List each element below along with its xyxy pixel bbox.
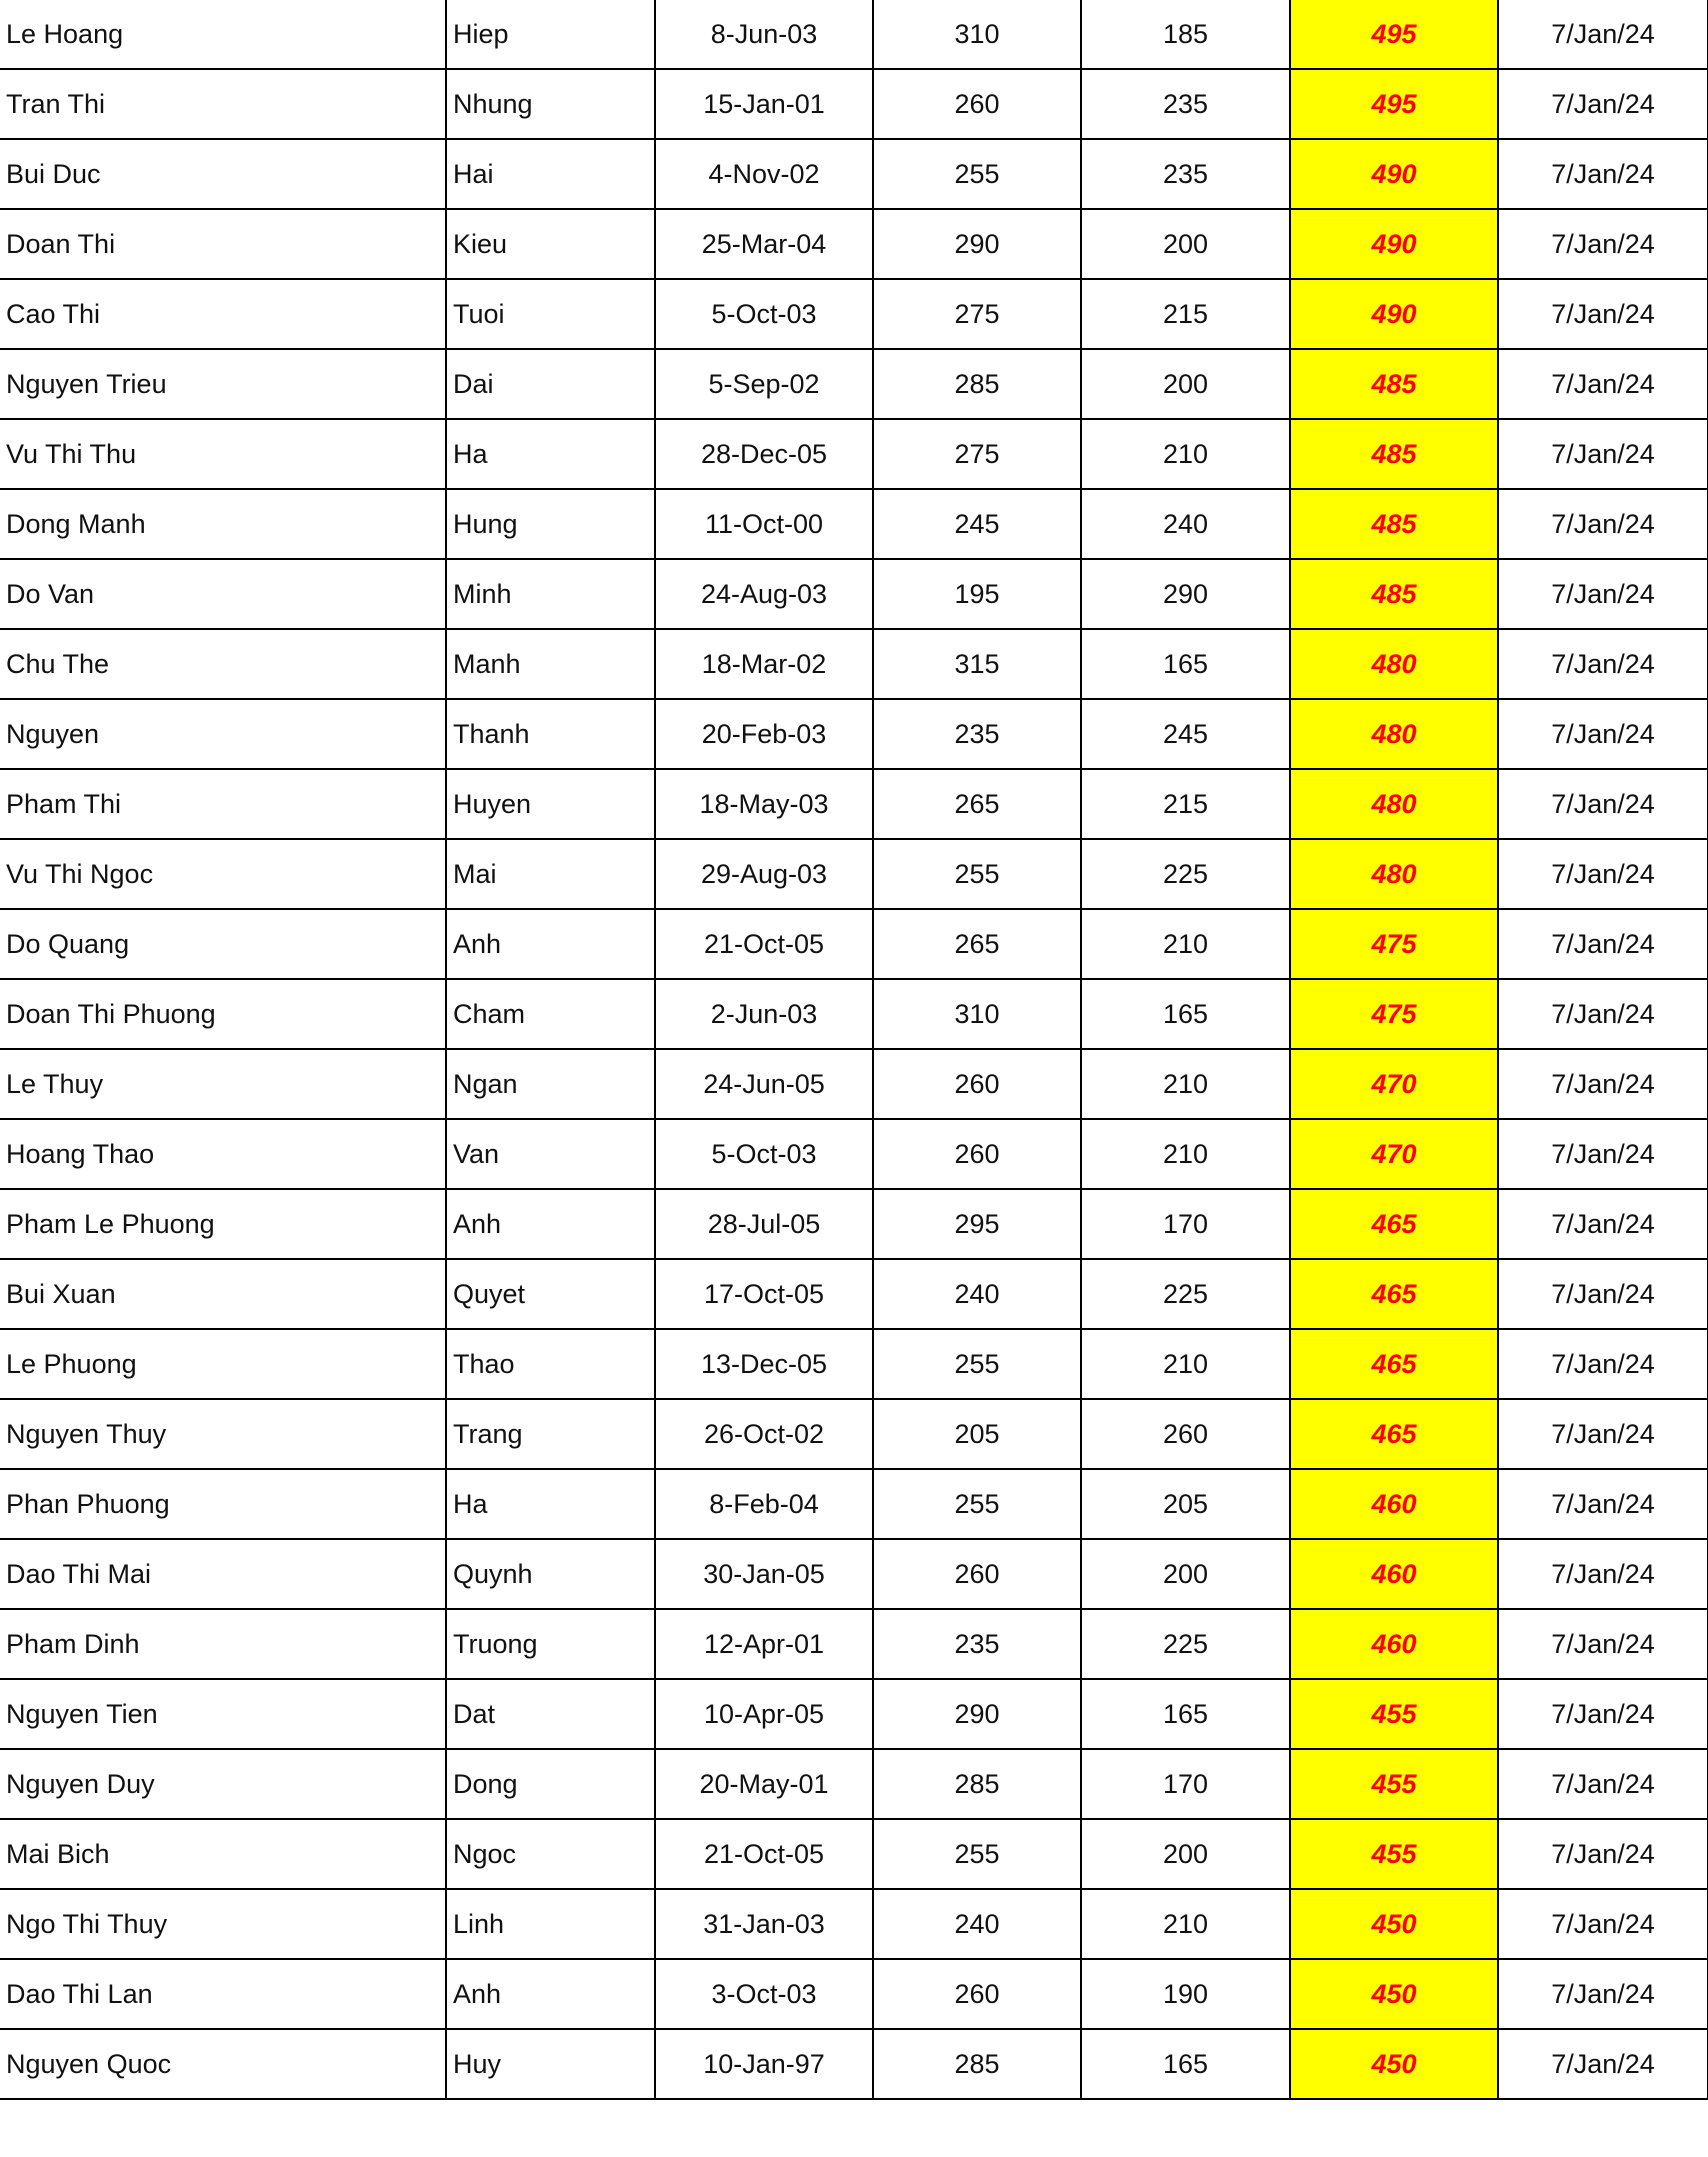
cell-last-name[interactable]: Vu Thi Thu (0, 419, 446, 489)
cell-total-score[interactable]: 480 (1290, 839, 1498, 909)
cell-total-score[interactable]: 465 (1290, 1329, 1498, 1399)
cell-date-of-birth[interactable]: 30-Jan-05 (655, 1539, 873, 1609)
cell-score-2[interactable]: 210 (1081, 1049, 1290, 1119)
table-row (0, 1259, 1708, 1329)
cell-first-name[interactable]: Mai (446, 839, 655, 909)
cell-total-score[interactable]: 485 (1290, 489, 1498, 559)
cell-exam-date[interactable]: 7/Jan/24 (1498, 979, 1708, 1049)
cell-last-name[interactable]: Tran Thi (0, 69, 446, 139)
cell-score-2[interactable]: 165 (1081, 2029, 1290, 2099)
table-row (0, 1609, 1708, 1679)
cell-last-name[interactable]: Nguyen Trieu (0, 349, 446, 419)
cell-exam-date[interactable]: 7/Jan/24 (1498, 1539, 1708, 1609)
cell-exam-date[interactable]: 7/Jan/24 (1498, 1119, 1708, 1189)
table-row (0, 1749, 1708, 1819)
table-row (0, 209, 1708, 279)
cell-score-2[interactable]: 210 (1081, 1329, 1290, 1399)
cell-first-name[interactable]: Anh (446, 909, 655, 979)
table-row (0, 1399, 1708, 1469)
table-row (0, 349, 1708, 419)
cell-score-2[interactable]: 210 (1081, 419, 1290, 489)
cell-score-1[interactable]: 295 (873, 1189, 1081, 1259)
cell-last-name[interactable]: Le Thuy (0, 1049, 446, 1119)
cell-first-name[interactable]: Hung (446, 489, 655, 559)
cell-score-2[interactable]: 165 (1081, 629, 1290, 699)
cell-date-of-birth[interactable]: 4-Nov-02 (655, 139, 873, 209)
cell-exam-date[interactable]: 7/Jan/24 (1498, 1259, 1708, 1329)
cell-first-name[interactable]: Ha (446, 1469, 655, 1539)
table-row (0, 419, 1708, 489)
cell-total-score[interactable]: 490 (1290, 279, 1498, 349)
cell-date-of-birth[interactable]: 20-May-01 (655, 1749, 873, 1819)
cell-first-name[interactable]: Ha (446, 419, 655, 489)
cell-first-name[interactable]: Manh (446, 629, 655, 699)
cell-first-name[interactable]: Quyet (446, 1259, 655, 1329)
table-row (0, 1469, 1708, 1539)
cell-total-score[interactable]: 490 (1290, 209, 1498, 279)
cell-last-name[interactable]: Le Hoang (0, 0, 446, 69)
cell-exam-date[interactable]: 7/Jan/24 (1498, 559, 1708, 629)
cell-exam-date[interactable]: 7/Jan/24 (1498, 1819, 1708, 1889)
cell-score-2[interactable]: 200 (1081, 209, 1290, 279)
cell-date-of-birth[interactable]: 11-Oct-00 (655, 489, 873, 559)
cell-date-of-birth[interactable]: 8-Jun-03 (655, 0, 873, 69)
cell-date-of-birth[interactable]: 5-Sep-02 (655, 349, 873, 419)
cell-score-2[interactable]: 210 (1081, 909, 1290, 979)
cell-total-score[interactable]: 460 (1290, 1469, 1498, 1539)
cell-score-2[interactable]: 215 (1081, 279, 1290, 349)
cell-score-1[interactable]: 310 (873, 979, 1081, 1049)
cell-score-2[interactable]: 235 (1081, 69, 1290, 139)
cell-total-score[interactable]: 475 (1290, 909, 1498, 979)
cell-total-score[interactable]: 465 (1290, 1259, 1498, 1329)
cell-exam-date[interactable]: 7/Jan/24 (1498, 1469, 1708, 1539)
cell-score-1[interactable]: 275 (873, 419, 1081, 489)
cell-last-name[interactable]: Nguyen Tien (0, 1679, 446, 1749)
cell-total-score[interactable]: 460 (1290, 1609, 1498, 1679)
cell-first-name[interactable]: Ngoc (446, 1819, 655, 1889)
cell-total-score[interactable]: 450 (1290, 1959, 1498, 2029)
cell-first-name[interactable]: Thanh (446, 699, 655, 769)
cell-last-name[interactable]: Dao Thi Mai (0, 1539, 446, 1609)
cell-date-of-birth[interactable]: 2-Jun-03 (655, 979, 873, 1049)
cell-exam-date[interactable]: 7/Jan/24 (1498, 419, 1708, 489)
cell-total-score[interactable]: 455 (1290, 1679, 1498, 1749)
cell-score-1[interactable]: 265 (873, 769, 1081, 839)
cell-score-1[interactable]: 290 (873, 1679, 1081, 1749)
cell-first-name[interactable]: Anh (446, 1189, 655, 1259)
cell-score-2[interactable]: 210 (1081, 1889, 1290, 1959)
cell-exam-date[interactable]: 7/Jan/24 (1498, 1889, 1708, 1959)
cell-last-name[interactable]: Do Van (0, 559, 446, 629)
table-row (0, 559, 1708, 629)
cell-score-1[interactable]: 285 (873, 349, 1081, 419)
cell-score-2[interactable]: 290 (1081, 559, 1290, 629)
cell-date-of-birth[interactable]: 31-Jan-03 (655, 1889, 873, 1959)
cell-date-of-birth[interactable]: 18-May-03 (655, 769, 873, 839)
cell-score-2[interactable]: 165 (1081, 979, 1290, 1049)
cell-last-name[interactable]: Doan Thi Phuong (0, 979, 446, 1049)
cell-exam-date[interactable]: 7/Jan/24 (1498, 1609, 1708, 1679)
cell-first-name[interactable]: Cham (446, 979, 655, 1049)
cell-exam-date[interactable]: 7/Jan/24 (1498, 699, 1708, 769)
cell-score-1[interactable]: 265 (873, 909, 1081, 979)
cell-date-of-birth[interactable]: 28-Dec-05 (655, 419, 873, 489)
cell-score-2[interactable]: 225 (1081, 1259, 1290, 1329)
cell-date-of-birth[interactable]: 17-Oct-05 (655, 1259, 873, 1329)
table-row (0, 629, 1708, 699)
cell-last-name[interactable]: Dong Manh (0, 489, 446, 559)
cell-first-name[interactable]: Hai (446, 139, 655, 209)
cell-score-2[interactable]: 200 (1081, 1539, 1290, 1609)
cell-score-1[interactable]: 255 (873, 139, 1081, 209)
cell-total-score[interactable]: 495 (1290, 69, 1498, 139)
cell-score-1[interactable]: 255 (873, 1469, 1081, 1539)
cell-last-name[interactable]: Nguyen Duy (0, 1749, 446, 1819)
cell-score-2[interactable]: 200 (1081, 349, 1290, 419)
cell-exam-date[interactable]: 7/Jan/24 (1498, 839, 1708, 909)
cell-score-2[interactable]: 225 (1081, 1609, 1290, 1679)
cell-total-score[interactable]: 485 (1290, 419, 1498, 489)
table-row (0, 1819, 1708, 1889)
cell-first-name[interactable]: Hiep (446, 0, 655, 69)
cell-score-1[interactable]: 285 (873, 2029, 1081, 2099)
table-row (0, 69, 1708, 139)
table-row (0, 1049, 1708, 1119)
cell-first-name[interactable]: Minh (446, 559, 655, 629)
cell-last-name[interactable]: Cao Thi (0, 279, 446, 349)
cell-first-name[interactable]: Kieu (446, 209, 655, 279)
cell-score-1[interactable]: 315 (873, 629, 1081, 699)
cell-score-1[interactable]: 255 (873, 1819, 1081, 1889)
cell-exam-date[interactable]: 7/Jan/24 (1498, 1049, 1708, 1119)
cell-total-score[interactable]: 480 (1290, 629, 1498, 699)
cell-total-score[interactable]: 480 (1290, 769, 1498, 839)
cell-first-name[interactable]: Thao (446, 1329, 655, 1399)
table-row (0, 1119, 1708, 1189)
cell-score-1[interactable]: 290 (873, 209, 1081, 279)
cell-exam-date[interactable]: 7/Jan/24 (1498, 1189, 1708, 1259)
table-row (0, 0, 1708, 69)
cell-date-of-birth[interactable]: 29-Aug-03 (655, 839, 873, 909)
table-row (0, 1189, 1708, 1259)
cell-score-1[interactable]: 255 (873, 1329, 1081, 1399)
cell-date-of-birth[interactable]: 8-Feb-04 (655, 1469, 873, 1539)
cell-last-name[interactable]: Nguyen (0, 699, 446, 769)
cell-exam-date[interactable]: 7/Jan/24 (1498, 209, 1708, 279)
cell-score-1[interactable]: 205 (873, 1399, 1081, 1469)
cell-date-of-birth[interactable]: 18-Mar-02 (655, 629, 873, 699)
table-row (0, 489, 1708, 559)
cell-score-1[interactable]: 235 (873, 699, 1081, 769)
cell-score-1[interactable]: 240 (873, 1259, 1081, 1329)
table-row (0, 839, 1708, 909)
cell-exam-date[interactable]: 7/Jan/24 (1498, 69, 1708, 139)
cell-total-score[interactable]: 465 (1290, 1399, 1498, 1469)
cell-score-1[interactable]: 260 (873, 1959, 1081, 2029)
cell-score-2[interactable]: 260 (1081, 1399, 1290, 1469)
cell-score-1[interactable]: 285 (873, 1749, 1081, 1819)
table-row (0, 1679, 1708, 1749)
cell-exam-date[interactable]: 7/Jan/24 (1498, 769, 1708, 839)
cell-exam-date[interactable]: 7/Jan/24 (1498, 1329, 1708, 1399)
cell-total-score[interactable]: 480 (1290, 699, 1498, 769)
cell-first-name[interactable]: Dat (446, 1679, 655, 1749)
cell-date-of-birth[interactable]: 26-Oct-02 (655, 1399, 873, 1469)
cell-score-1[interactable]: 240 (873, 1889, 1081, 1959)
cell-last-name[interactable]: Phan Phuong (0, 1469, 446, 1539)
cell-exam-date[interactable]: 7/Jan/24 (1498, 2029, 1708, 2099)
cell-first-name[interactable]: Nhung (446, 69, 655, 139)
cell-score-2[interactable]: 200 (1081, 1819, 1290, 1889)
cell-total-score[interactable]: 485 (1290, 559, 1498, 629)
cell-total-score[interactable]: 455 (1290, 1819, 1498, 1889)
cell-exam-date[interactable]: 7/Jan/24 (1498, 909, 1708, 979)
table-row (0, 769, 1708, 839)
cell-date-of-birth[interactable]: 3-Oct-03 (655, 1959, 873, 2029)
cell-date-of-birth[interactable]: 12-Apr-01 (655, 1609, 873, 1679)
table-row (0, 1329, 1708, 1399)
cell-total-score[interactable]: 490 (1290, 139, 1498, 209)
cell-total-score[interactable]: 470 (1290, 1049, 1498, 1119)
cell-total-score[interactable]: 485 (1290, 349, 1498, 419)
cell-date-of-birth[interactable]: 24-Jun-05 (655, 1049, 873, 1119)
cell-total-score[interactable]: 465 (1290, 1189, 1498, 1259)
cell-score-1[interactable]: 235 (873, 1609, 1081, 1679)
cell-exam-date[interactable]: 7/Jan/24 (1498, 1959, 1708, 2029)
cell-last-name[interactable]: Mai Bich (0, 1819, 446, 1889)
cell-first-name[interactable]: Huyen (446, 769, 655, 839)
table-row (0, 979, 1708, 1049)
cell-score-1[interactable]: 255 (873, 839, 1081, 909)
cell-score-2[interactable]: 170 (1081, 1749, 1290, 1819)
cell-total-score[interactable]: 495 (1290, 0, 1498, 69)
cell-last-name[interactable]: Bui Xuan (0, 1259, 446, 1329)
cell-total-score[interactable]: 455 (1290, 1749, 1498, 1819)
cell-exam-date[interactable]: 7/Jan/24 (1498, 1679, 1708, 1749)
cell-date-of-birth[interactable]: 21-Oct-05 (655, 1819, 873, 1889)
cell-score-1[interactable]: 260 (873, 1049, 1081, 1119)
cell-date-of-birth[interactable]: 15-Jan-01 (655, 69, 873, 139)
table-row (0, 2029, 1708, 2099)
cell-last-name[interactable]: Vu Thi Ngoc (0, 839, 446, 909)
table-row (0, 699, 1708, 769)
cell-last-name[interactable]: Pham Le Phuong (0, 1189, 446, 1259)
cell-first-name[interactable]: Linh (446, 1889, 655, 1959)
cell-score-1[interactable]: 275 (873, 279, 1081, 349)
table-row (0, 279, 1708, 349)
cell-exam-date[interactable]: 7/Jan/24 (1498, 279, 1708, 349)
cell-score-1[interactable]: 260 (873, 1539, 1081, 1609)
cell-score-2[interactable]: 215 (1081, 769, 1290, 839)
cell-last-name[interactable]: Pham Dinh (0, 1609, 446, 1679)
cell-total-score[interactable]: 450 (1290, 2029, 1498, 2099)
cell-first-name[interactable]: Van (446, 1119, 655, 1189)
cell-date-of-birth[interactable]: 13-Dec-05 (655, 1329, 873, 1399)
cell-last-name[interactable]: Do Quang (0, 909, 446, 979)
cell-date-of-birth[interactable]: 28-Jul-05 (655, 1189, 873, 1259)
cell-score-2[interactable]: 240 (1081, 489, 1290, 559)
cell-date-of-birth[interactable]: 10-Jan-97 (655, 2029, 873, 2099)
cell-exam-date[interactable]: 7/Jan/24 (1498, 1749, 1708, 1819)
cell-first-name[interactable]: Anh (446, 1959, 655, 2029)
cell-last-name[interactable]: Ngo Thi Thuy (0, 1889, 446, 1959)
cell-last-name[interactable]: Nguyen Thuy (0, 1399, 446, 1469)
cell-date-of-birth[interactable]: 5-Oct-03 (655, 1119, 873, 1189)
cell-exam-date[interactable]: 7/Jan/24 (1498, 629, 1708, 699)
cell-score-1[interactable]: 260 (873, 1119, 1081, 1189)
cell-score-2[interactable]: 210 (1081, 1119, 1290, 1189)
cell-score-2[interactable]: 190 (1081, 1959, 1290, 2029)
cell-last-name[interactable]: Doan Thi (0, 209, 446, 279)
cell-total-score[interactable]: 475 (1290, 979, 1498, 1049)
cell-score-2[interactable]: 170 (1081, 1189, 1290, 1259)
table-row (0, 909, 1708, 979)
cell-first-name[interactable]: Dong (446, 1749, 655, 1819)
cell-score-2[interactable]: 225 (1081, 839, 1290, 909)
cell-first-name[interactable]: Dai (446, 349, 655, 419)
cell-exam-date[interactable]: 7/Jan/24 (1498, 489, 1708, 559)
cell-last-name[interactable]: Bui Duc (0, 139, 446, 209)
cell-last-name[interactable]: Pham Thi (0, 769, 446, 839)
cell-score-2[interactable]: 165 (1081, 1679, 1290, 1749)
cell-exam-date[interactable]: 7/Jan/24 (1498, 1399, 1708, 1469)
cell-score-1[interactable]: 310 (873, 0, 1081, 69)
cell-total-score[interactable]: 460 (1290, 1539, 1498, 1609)
cell-date-of-birth[interactable]: 20-Feb-03 (655, 699, 873, 769)
cell-first-name[interactable]: Truong (446, 1609, 655, 1679)
cell-first-name[interactable]: Trang (446, 1399, 655, 1469)
cell-date-of-birth[interactable]: 5-Oct-03 (655, 279, 873, 349)
cell-first-name[interactable]: Ngan (446, 1049, 655, 1119)
cell-score-1[interactable]: 195 (873, 559, 1081, 629)
cell-date-of-birth[interactable]: 25-Mar-04 (655, 209, 873, 279)
cell-date-of-birth[interactable]: 21-Oct-05 (655, 909, 873, 979)
cell-date-of-birth[interactable]: 24-Aug-03 (655, 559, 873, 629)
cell-score-2[interactable]: 245 (1081, 699, 1290, 769)
cell-exam-date[interactable]: 7/Jan/24 (1498, 139, 1708, 209)
table-row (0, 1959, 1708, 2029)
cell-last-name[interactable]: Dao Thi Lan (0, 1959, 446, 2029)
cell-score-2[interactable]: 185 (1081, 0, 1290, 69)
cell-last-name[interactable]: Le Phuong (0, 1329, 446, 1399)
cell-first-name[interactable]: Tuoi (446, 279, 655, 349)
cell-score-2[interactable]: 205 (1081, 1469, 1290, 1539)
table-row (0, 1539, 1708, 1609)
cell-first-name[interactable]: Huy (446, 2029, 655, 2099)
cell-score-1[interactable]: 245 (873, 489, 1081, 559)
cell-score-1[interactable]: 260 (873, 69, 1081, 139)
cell-exam-date[interactable]: 7/Jan/24 (1498, 0, 1708, 69)
cell-total-score[interactable]: 470 (1290, 1119, 1498, 1189)
table-row (0, 1889, 1708, 1959)
cell-exam-date[interactable]: 7/Jan/24 (1498, 349, 1708, 419)
cell-last-name[interactable]: Hoang Thao (0, 1119, 446, 1189)
cell-total-score[interactable]: 450 (1290, 1889, 1498, 1959)
cell-first-name[interactable]: Quynh (446, 1539, 655, 1609)
cell-last-name[interactable]: Chu The (0, 629, 446, 699)
cell-date-of-birth[interactable]: 10-Apr-05 (655, 1679, 873, 1749)
cell-score-2[interactable]: 235 (1081, 139, 1290, 209)
table-row (0, 139, 1708, 209)
cell-last-name[interactable]: Nguyen Quoc (0, 2029, 446, 2099)
